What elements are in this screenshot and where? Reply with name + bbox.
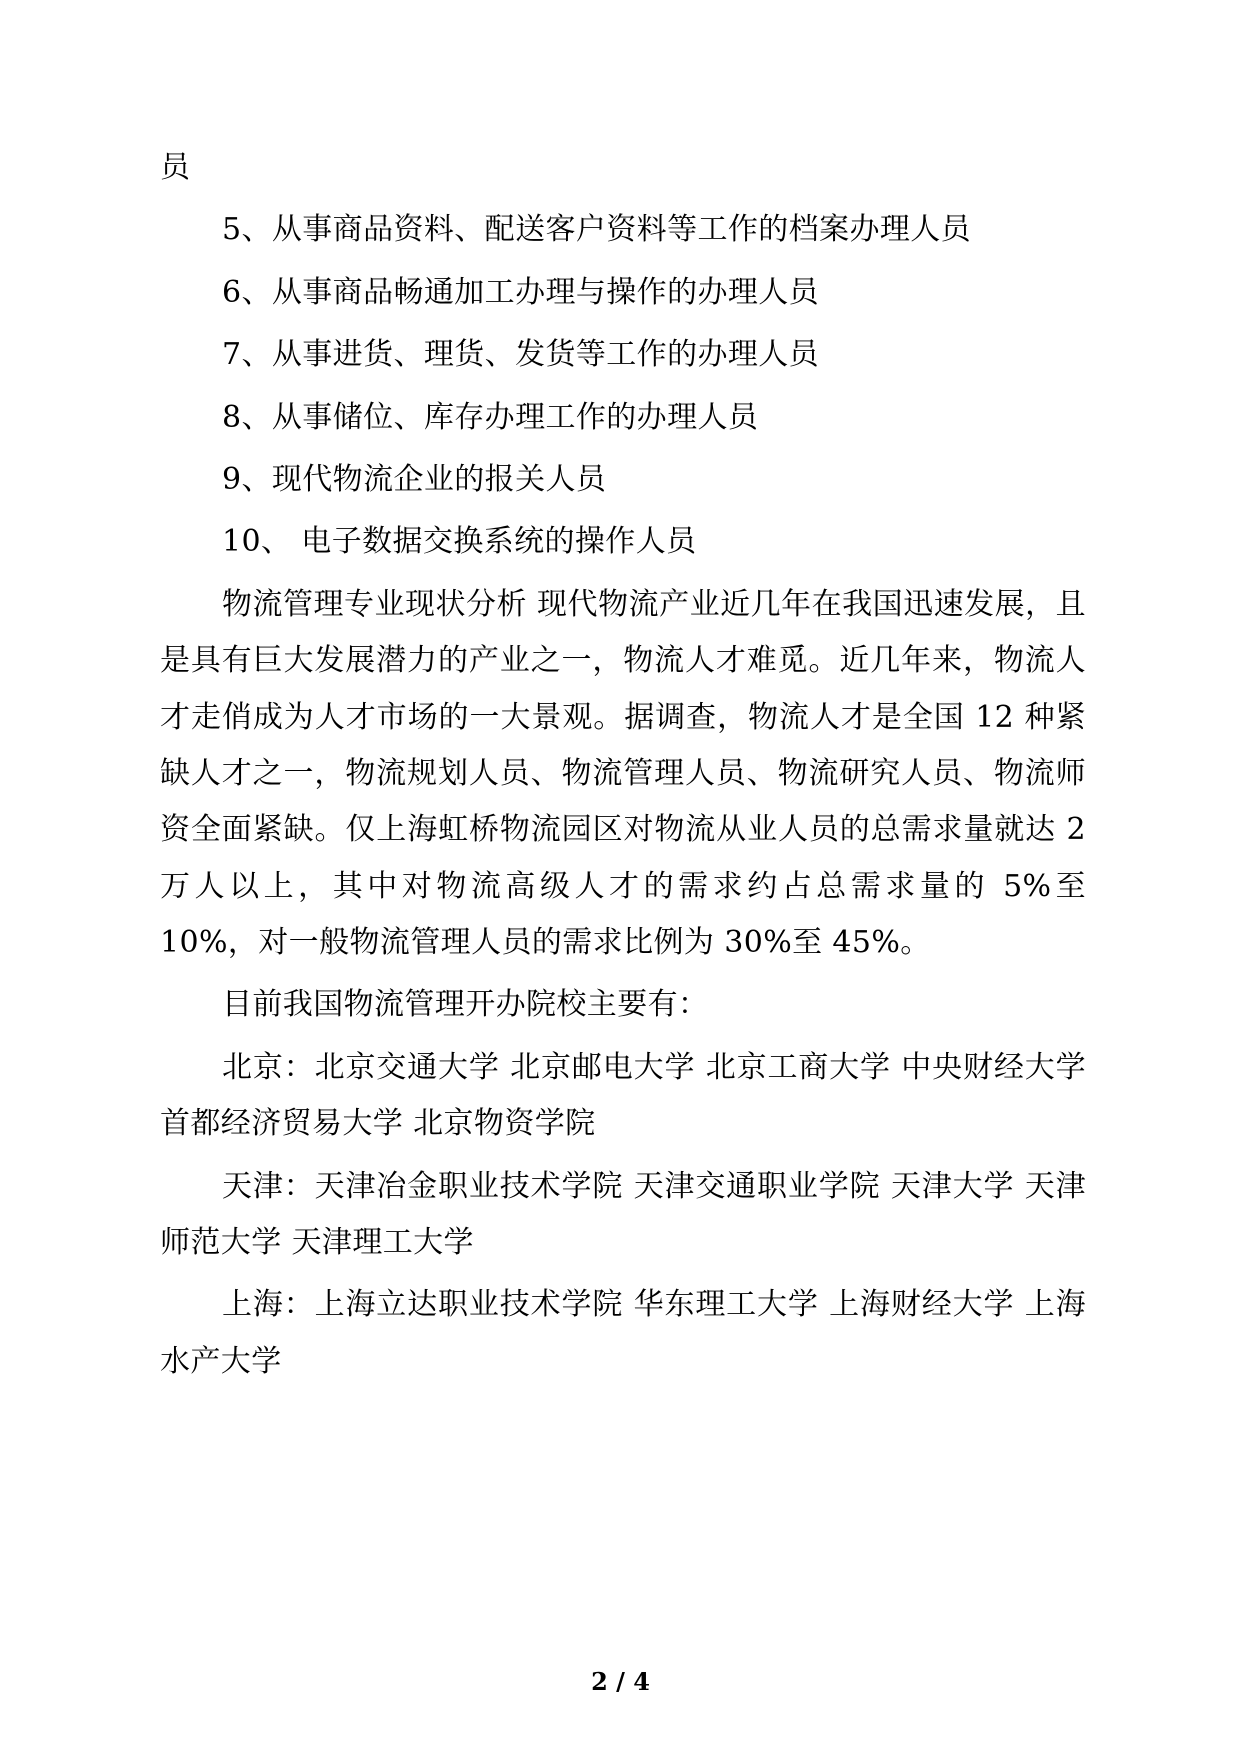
list-item: 10、 电子数据交换系统的操作人员 xyxy=(222,524,697,560)
list-item: 8、从事储位、库存办理工作的办理人员 xyxy=(222,399,759,435)
paragraph-beijing-schools: 北京：北京交通大学 北京邮电大学 北京工商大学 中央财经大学 首都经济贸易大学 北京物资学院 xyxy=(160,1049,1086,1142)
document-body xyxy=(160,140,1086,1390)
list-item: 9、现代物流企业的报关人员 xyxy=(222,461,607,497)
page-number: 2 / 4 xyxy=(591,1667,650,1696)
list-item: 5、从事商品资料、配送客户资料等工作的档案办理人员 xyxy=(222,212,972,248)
list-line-continuation: 员 xyxy=(160,150,191,185)
paragraph-schools-intro: 目前我国物流管理开办院校主要有： xyxy=(222,987,709,1023)
paragraph-tianjin-schools: 天津：天津冶金职业技术学院 天津交通职业学院 天津大学 天津师范大学 天津理工大学 xyxy=(160,1168,1086,1261)
list-item: 7、从事进货、理货、发货等工作的办理人员 xyxy=(222,337,820,373)
paragraph-shanghai-schools: 上海：上海立达职业技术学院 华东理工大学 上海财经大学 上海水产大学 xyxy=(160,1287,1086,1379)
paragraph-industry-analysis: 物流管理专业现状分析 现代物流产业近几年在我国迅速发展，且是具有巨大发展潜力的产业之一，物流人才难觅。近几年来，物流人才走俏成为人才市场的一大景观。据调查，物流人才是全国 12 种紧缺人才之一，物流规划人员、物流管理人员、物流研究人员、物流师资全面紧缺。仅上海虹桥物流园区对物流从业人员的总需求量就达 2 万人以上，其中对物流高级人才的需求约占总需求量的 5%至 10%，对一般物流管理人员的需求比例为 30%至 45%。 xyxy=(160,586,1086,961)
list-item: 6、从事商品畅通加工办理与操作的办理人员 xyxy=(222,274,820,310)
